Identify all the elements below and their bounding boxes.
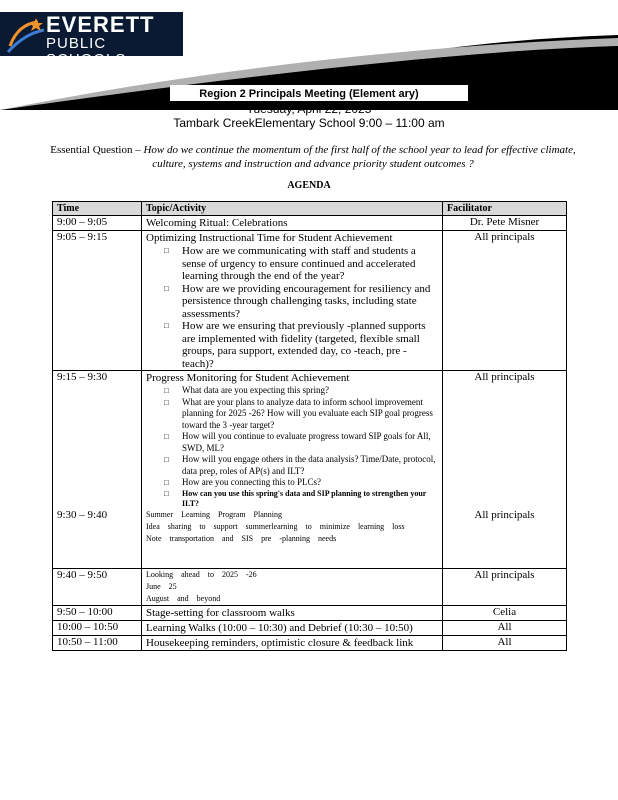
list-item: □ How can you use this spring's data and SIP planning to strengthen your ILT?: [182, 489, 438, 509]
logo-line2: PUBLIC SCHOOLS: [46, 35, 127, 68]
cell-topic: Welcoming Ritual: Celebrations: [142, 216, 443, 231]
cell-time: 9:50 – 10:00: [53, 606, 142, 621]
cell-topic: [142, 371, 443, 569]
topic-title: Progress Monitoring for Student Achievement: [146, 372, 350, 384]
cell-time: 9:00 – 9:05: [53, 216, 142, 231]
cell-facilitator: All: [443, 636, 567, 651]
time-secondary: 9:30 – 9:40: [57, 509, 108, 521]
header-facilitator: Facilitator: [443, 202, 567, 216]
list-item: □ How are we providing encouragement for resiliency and persistence through challenging tasks, including state assessments?: [182, 283, 438, 321]
meeting-location: Tambark CreekElementary School 9:00 – 11:00 am: [173, 116, 445, 130]
meeting-title: Region 2 Principals Meeting (Element ary): [199, 88, 419, 100]
sub-line: August and beyond: [146, 594, 221, 603]
table-row: [53, 216, 567, 231]
cell-topic: Learning Walks (10:00 – 10:30) and Debrief (10:30 – 10:50): [142, 621, 443, 636]
cell-facilitator: All principals: [443, 231, 567, 371]
list-item: □ How are we ensuring that previously -planned supports are implemented with fidelity (targeted, flexible small groups, para support, extended day, co -teach, pre -teach)?: [182, 320, 438, 370]
table-row: [53, 569, 567, 606]
table-header-row: [53, 202, 567, 216]
agenda-table: [52, 201, 567, 651]
topic-title: Optimizing Instructional Time for Student Achievement: [146, 232, 393, 244]
cell-topic: Housekeeping reminders, optimistic closure & feedback link: [142, 636, 443, 651]
cell-facilitator: All principals: [443, 569, 567, 606]
list-item: □ How will you continue to evaluate progress toward SIP goals for All, SWD, ML?: [182, 431, 438, 454]
bullet-list: [146, 385, 438, 509]
facilitator-secondary: All principals: [474, 509, 535, 521]
cell-time: 10:00 – 10:50: [53, 621, 142, 636]
cell-facilitator: Dr. Pete Misner: [443, 216, 567, 231]
table-row: [53, 621, 567, 636]
list-item: □ How are you connecting this to PLCs?: [182, 477, 438, 489]
bullet-list: [146, 245, 438, 370]
sub-line: Note transportation and SIS pre -planning needs: [146, 533, 337, 543]
star-swoosh-icon: [6, 16, 46, 54]
cell-topic: [142, 231, 443, 371]
cell-topic: [142, 569, 443, 606]
table-row: [53, 636, 567, 651]
table-row: [53, 231, 567, 371]
essential-question: [48, 143, 578, 171]
header-topic: Topic/Activity: [142, 202, 443, 216]
sub-line: Summer Learning Program Planning: [146, 509, 282, 519]
table-row: [53, 371, 567, 569]
sub-line: June 25: [146, 582, 177, 591]
meeting-date: Tuesday, April 22, 2025: [246, 102, 372, 116]
cell-time: 9:05 – 9:15: [53, 231, 142, 371]
list-item: □ What data are you expecting this spring?: [182, 385, 438, 397]
essential-question-text: How do we continue the momentum of the first half of the school year to lead for effective climate, culture, systems and instruction and advance priority student outcomes ?: [143, 144, 576, 170]
cell-time: [53, 371, 142, 569]
cell-facilitator: All: [443, 621, 567, 636]
sub-line: Idea sharing to support summerlearning to minimize learning loss: [146, 521, 405, 531]
list-item: □ How are we communicating with staff and students a sense of urgency to ensure continued and accelerated learning through the end of the year?: [182, 245, 438, 283]
facilitator-primary: All principals: [474, 371, 535, 383]
cell-time: 10:50 – 11:00: [53, 636, 142, 651]
list-item: □ What are your plans to analyze data to inform school improvement planning for 2025 -26? How will you evaluate each SIP goal progress toward the 3 -year target?: [182, 397, 438, 432]
table-row: [53, 606, 567, 621]
cell-time: 9:40 – 9:50: [53, 569, 142, 606]
cell-facilitator: [443, 371, 567, 569]
agenda-heading: AGENDA: [287, 180, 331, 191]
time-primary: 9:15 – 9:30: [57, 371, 108, 383]
cell-facilitator: Celia: [443, 606, 567, 621]
sub-line: Looking ahead to 2025 -26: [146, 570, 257, 579]
header-time: Time: [53, 202, 142, 216]
cell-topic: Stage-setting for classroom walks: [142, 606, 443, 621]
list-item: □ How will you engage others in the data analysis? Time/Date, protocol, data prep, roles of AP(s) and ILT?: [182, 454, 438, 477]
logo-line1: EVERETT: [46, 12, 155, 37]
essential-question-label: Essential Question –: [50, 144, 144, 156]
district-logo: [0, 12, 183, 68]
